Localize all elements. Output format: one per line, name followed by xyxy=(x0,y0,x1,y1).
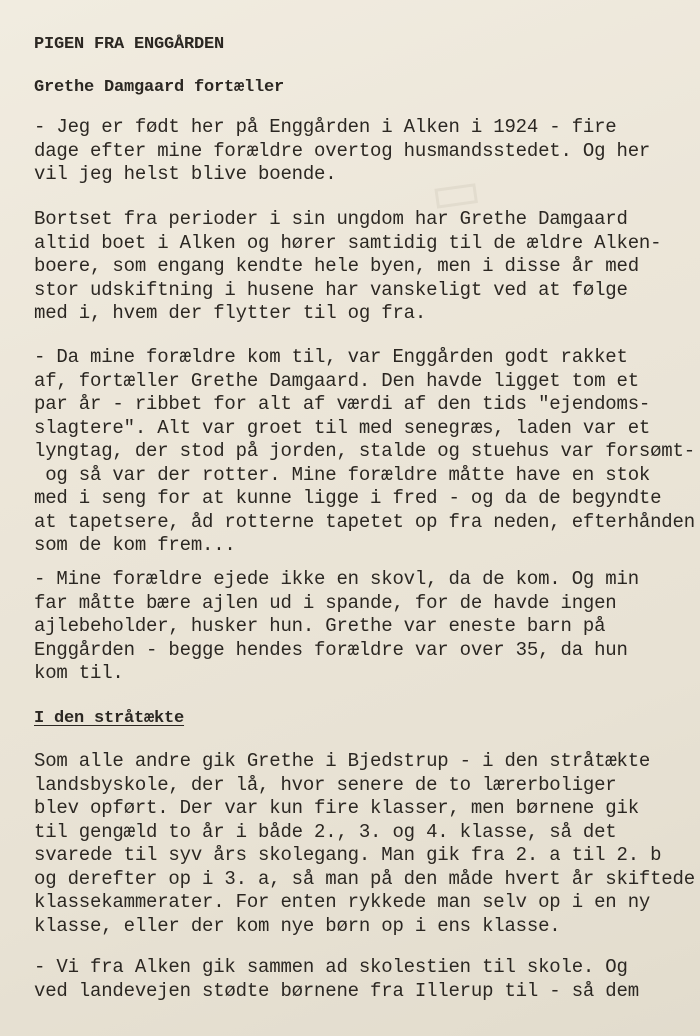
section-heading: I den stråtækte xyxy=(34,709,185,728)
paragraph-6: - Vi fra Alken gik sammen ad skolestien til skole. Og ved landevejen stødte børnene fra Illerup til - så dem xyxy=(34,956,639,1002)
paragraph-3: - Da mine forældre kom til, var Enggården godt rakket af, fortæller Grethe Damgaard. Den havde ligget tom et par år - ribbet for alt af værdi af den tids "ejendoms- slagtere". Alt var groet til med senegræs, laden var et lyngtag, der stod på jorden, stalde og stuehus var forsømt- og så var der rotter. Mine forældre måtte have en stok med i seng for at kunne ligge i fred - og da de begyndte at tapetsere, åd rotterne tapetet op fra neden, efterhånden som de kom frem... xyxy=(34,346,695,556)
paragraph-4: - Mine forældre ejede ikke en skovl, da de kom. Og min far måtte bære ajlen ud i spande, for de havde ingen ajlebeholder, husker hun. Grethe var eneste barn på Enggården - begge hendes forældre var over 35, da hun kom til. xyxy=(34,568,639,684)
paragraph-1: - Jeg er født her på Enggården i Alken i 1924 - fire dage efter mine forældre overtog husmandsstedet. Og her vil jeg helst blive boende. xyxy=(34,116,651,185)
paragraph-5: Som alle andre gik Grethe i Bjedstrup - i den stråtækte landsbyskole, der lå, hvor senere de to lærerboliger blev opført. Der var kun fire klasser, men børnene gik til gengæld to år i både 2., 3. og 4. klasse, så det svarede til syv års skolegang. Man gik fra 2. a til 2. b og derefter op i 3. a, så man på den måde hvert år skiftede klassekammerater. For enten rykkede man selv op i en ny klasse, eller der kom nye børn op i ens klasse. xyxy=(34,750,695,937)
document-subtitle: Grethe Damgaard fortæller xyxy=(34,78,285,97)
paragraph-2: Bortset fra perioder i sin ungdom har Grethe Damgaard altid boet i Alken og hører samtidig til de ældre Alken- boere, som engang kendte hele byen, men i disse år med stor udskiftning i husene har vanskeligt ved at følge med i, hvem der flytter til og fra. xyxy=(34,208,662,324)
document-title: PIGEN FRA ENGGÅRDEN xyxy=(34,35,225,54)
bleed-through-mark: ▭ xyxy=(425,156,486,227)
